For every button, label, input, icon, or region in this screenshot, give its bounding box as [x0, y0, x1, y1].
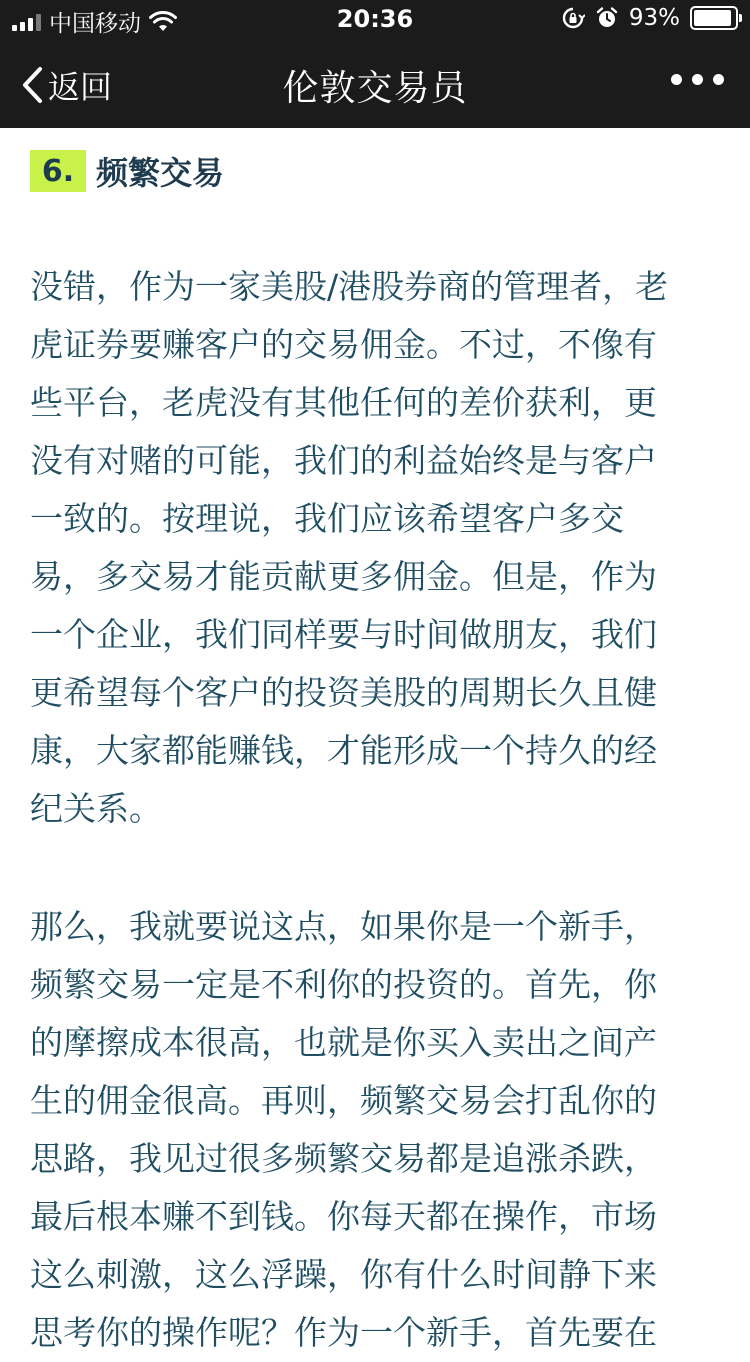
- more-options-button[interactable]: [671, 74, 724, 85]
- status-right: [561, 5, 738, 31]
- status-bar: [0, 0, 750, 40]
- battery-icon: [690, 6, 738, 30]
- section-number-badge: 6.: [30, 150, 86, 192]
- battery-fill: [694, 10, 731, 26]
- dot-icon: [713, 74, 724, 85]
- back-label: 返回: [48, 68, 113, 106]
- section-heading: [30, 148, 224, 194]
- article-paragraph: 那么，我就要说这点，如果你是一个新手， 频繁交易一定是不利你的投资的。首先，你 的摩擦成本很高，也就是你买入卖出之间产 生的佣金很高。再则，频繁交易会打乱你的 思路，我见过很多频繁交易都是追涨杀跌， 最后根本赚不到钱。你每天都在操作，市场 这么刺激，这么浮躁，你有什么时间静下来 思考你的操作呢？作为一个新手，首先要在: [30, 907, 657, 1352]
- alarm-clock-icon: [595, 6, 619, 30]
- dot-icon: [692, 74, 703, 85]
- carrier-label: 中国移动: [49, 11, 141, 37]
- status-time: 20:36: [336, 5, 414, 33]
- rotation-lock-icon: [561, 6, 585, 30]
- article-paragraph: 没错，作为一家美股/港股券商的管理者，老 虎证券要赚客户的交易佣金。不过，不像有 些平台，老虎没有其他任何的差价获利，更 没有对赌的可能，我们的利益始终是与客户 一致的。按理说，我们应该希望客户多交 易，多交易才能贡献更多佣金。但是，作为 一个企业，我们同样要与时间做朋友，我们 更希望每个客户的投资美股的周期长久且健 康，大家都能赚钱，才能形成一个持久的经 纪关系。: [30, 267, 669, 828]
- navigation-bar: [0, 40, 750, 128]
- dot-icon: [671, 74, 682, 85]
- page-title: 伦敦交易员: [282, 68, 468, 109]
- battery-percentage: 93%: [628, 5, 680, 31]
- section-title: 频繁交易: [96, 154, 225, 192]
